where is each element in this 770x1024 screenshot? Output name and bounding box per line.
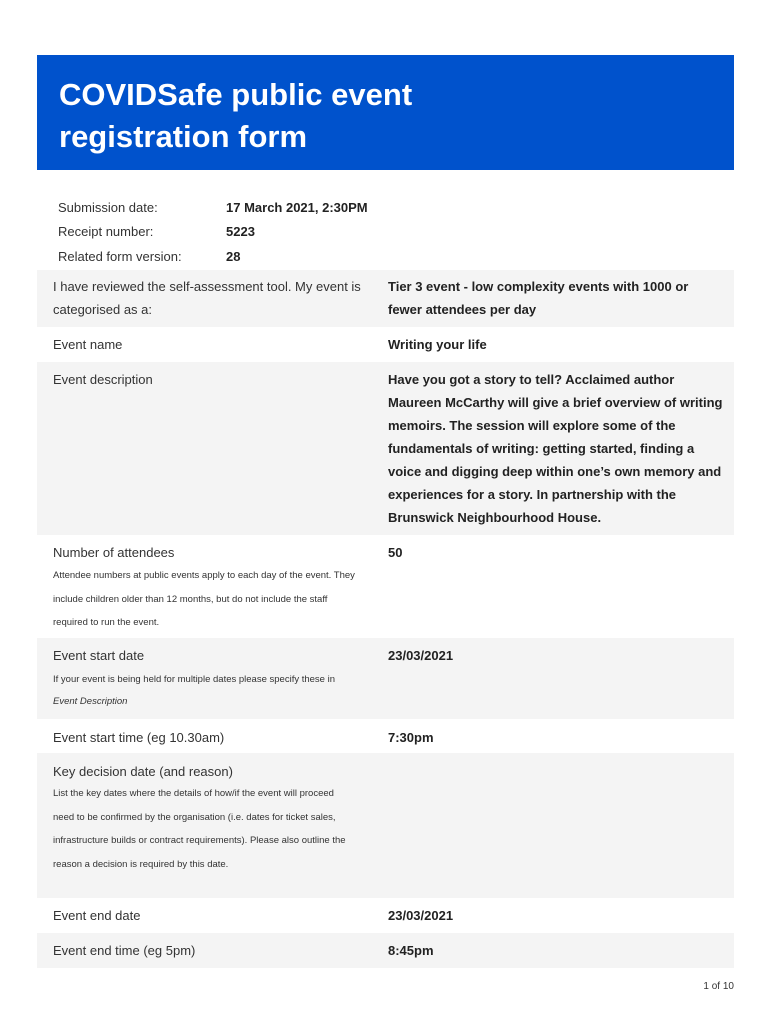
event-category-value-line: fewer attendees per day <box>388 302 537 317</box>
event-description-line: Brunswick Neighbourhood House. <box>388 510 602 525</box>
start-time-row <box>37 719 734 753</box>
attendees-note-line: required to run the event. <box>53 617 160 628</box>
key-decision-note-line: reason a decision is required by this date. <box>53 858 229 870</box>
event-name-label: Event name <box>53 337 123 352</box>
page-number: 1 of 10 <box>703 981 734 992</box>
receipt-number-value: 5223 <box>226 224 255 239</box>
event-category-value-line: Tier 3 event - low complexity events with 1000 or <box>388 279 689 294</box>
key-decision-label: Key decision date (and reason) <box>53 764 233 779</box>
event-name-row <box>37 327 734 362</box>
form-title-line-2: registration form <box>59 119 308 154</box>
attendees-value: 50 <box>388 545 403 560</box>
attendees-note <box>53 564 393 635</box>
event-description-value <box>388 368 733 529</box>
key-decision-note-line: infrastructure builds or contract requirements). Please also outline the <box>53 835 346 846</box>
start-date-note-italic: Event Description <box>53 696 128 707</box>
start-time-value: 7:30pm <box>388 730 434 745</box>
key-decision-note-line: need to be confirmed by the organisation (i.e. dates for ticket sales, <box>53 811 336 823</box>
end-time-label: Event end time (eg 5pm) <box>53 943 196 958</box>
form-title-banner <box>37 55 734 170</box>
event-category-label <box>53 275 373 321</box>
start-date-row <box>37 638 734 719</box>
start-date-label: Event start date <box>53 648 145 663</box>
event-description-line: memoirs. The session will explore some of the <box>388 418 676 433</box>
key-decision-note-line: List the key dates where the details of how/if the event will proceed <box>53 788 334 799</box>
event-description-line: experiences for a story. In partnership with the <box>388 487 676 502</box>
start-date-value: 23/03/2021 <box>388 648 454 663</box>
attendees-label: Number of attendees <box>53 545 175 560</box>
attendees-note-line: Attendee numbers at public events apply to each day of the event. They <box>53 570 355 581</box>
event-category-label-line: I have reviewed the self-assessment tool. My event is <box>53 279 361 294</box>
end-date-row <box>37 898 734 933</box>
end-time-row <box>37 933 734 968</box>
event-description-line: voice and digging deep within one’s own memory and <box>388 464 722 479</box>
event-category-row <box>37 270 734 327</box>
form-version-label: Related form version: <box>58 249 182 264</box>
end-date-value: 23/03/2021 <box>388 908 454 923</box>
event-name-value: Writing your life <box>388 337 487 352</box>
event-description-line: Have you got a story to tell? Acclaimed author <box>388 372 675 387</box>
event-description-line: Maureen McCarthy will give a brief overview of writing <box>388 395 723 410</box>
event-category-label-line: categorised as a: <box>53 302 153 317</box>
start-date-note: If your event is being held for multiple dates please specify these in <box>53 674 335 685</box>
key-decision-note <box>53 782 403 876</box>
event-description-line: fundamentals of writing: getting started, finding a <box>388 441 695 456</box>
start-time-label: Event start time (eg 10.30am) <box>53 730 225 745</box>
form-title-line-1: COVIDSafe public event <box>59 77 413 112</box>
form-version-value: 28 <box>226 249 241 264</box>
event-description-label: Event description <box>53 372 153 387</box>
event-description-row <box>37 362 734 535</box>
submission-date-label: Submission date: <box>58 200 158 215</box>
end-date-label: Event end date <box>53 908 141 923</box>
receipt-number-label: Receipt number: <box>58 224 154 239</box>
end-time-value: 8:45pm <box>388 943 434 958</box>
submission-date-value: 17 March 2021, 2:30PM <box>226 200 368 215</box>
key-decision-row <box>37 753 734 898</box>
attendees-row <box>37 535 734 638</box>
attendees-note-line: include children older than 12 months, but do not include the staff <box>53 593 328 605</box>
event-category-value <box>388 275 733 321</box>
